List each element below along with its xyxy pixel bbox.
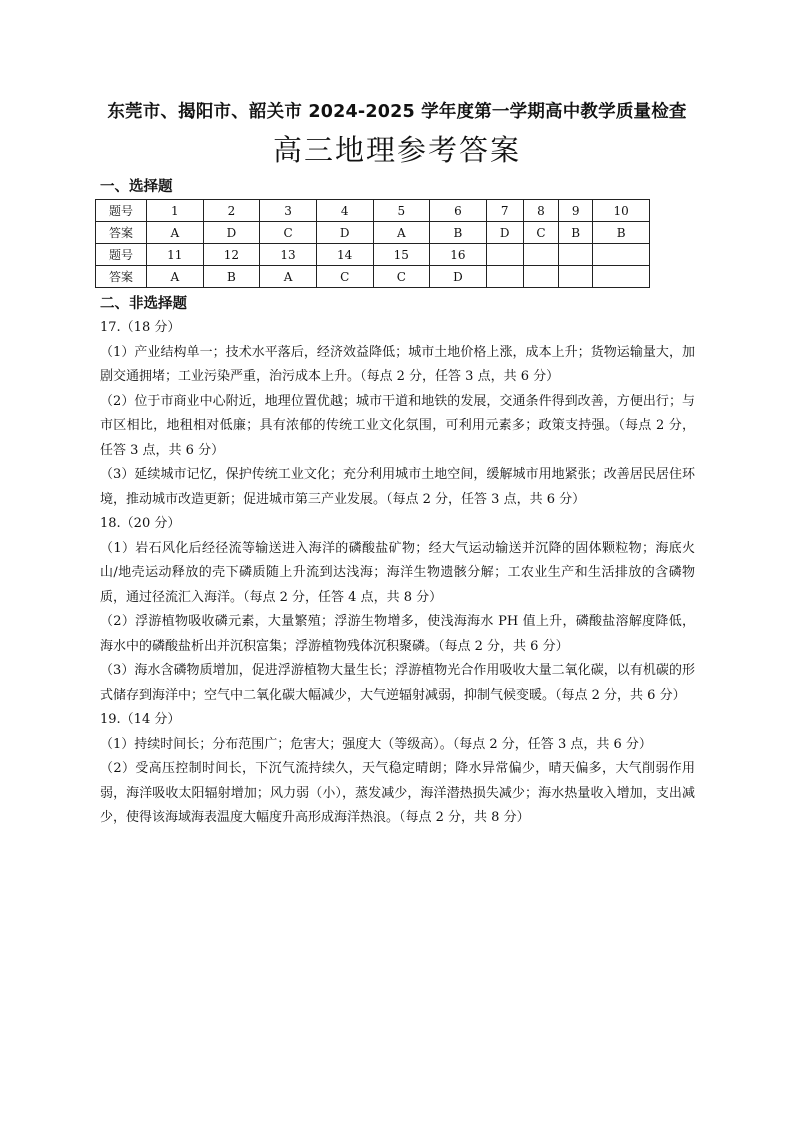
table-cell: B — [203, 266, 260, 288]
row-label: 答案 — [96, 222, 147, 244]
exam-title: 东莞市、揭阳市、韶关市 2024-2025 学年度第一学期高中教学质量检查 — [107, 102, 687, 122]
table-cell — [559, 266, 593, 288]
table-cell: D — [203, 222, 260, 244]
table-cell: C — [316, 266, 373, 288]
section-heading-choice: 一、选择题 — [100, 179, 173, 195]
table-cell — [486, 244, 523, 266]
table-cell — [486, 266, 523, 288]
table-cell: 14 — [316, 244, 373, 266]
table-row — [96, 222, 650, 244]
table-cell: 12 — [203, 244, 260, 266]
table-cell — [593, 266, 650, 288]
table-row — [96, 200, 650, 222]
table-cell: A — [260, 266, 317, 288]
q19-answer-2: （2）受高压控制时间长，下沉气流持续久，天气稳定晴朗；降水异常偏少，晴天偏多，大气削弱作用弱，海洋吸收太阳辐射增加；风力弱（小），蒸发减少，海洋潜热损失减少；海水热量收入增加，支出减少，使得该海域海表温度大幅度升高形成海洋热浪。（每点 2 分，共 8 分） — [100, 761, 695, 825]
table-cell: 5 — [373, 200, 430, 222]
document-title: 高三地理参考答案 — [272, 133, 521, 167]
table-cell: 15 — [373, 244, 430, 266]
table-cell: 8 — [523, 200, 558, 222]
table-cell: 13 — [260, 244, 317, 266]
table-cell: D — [430, 266, 487, 288]
question-18-header: 18.（20 分） — [100, 516, 181, 531]
table-cell: 10 — [593, 200, 650, 222]
q17-answer-3: （3）延续城市记忆，保护传统工业文化；充分利用城市土地空间，缓解城市用地紧张；改善居民居住环境，推动城市改造更新；促进城市第三产业发展。（每点 2 分，任答 3 点，共 6 分） — [100, 467, 695, 507]
table-cell — [523, 244, 558, 266]
q17-answer-1: （1）产业结构单一；技术水平落后，经济效益降低；城市土地价格上涨，成本上升；货物运输量大，加剧交通拥堵；工业污染严重，治污成本上升。（每点 2 分，任答 3 点，共 6 分） — [100, 344, 695, 384]
table-cell: A — [373, 222, 430, 244]
table-cell: 4 — [316, 200, 373, 222]
table-cell — [559, 244, 593, 266]
table-cell — [523, 266, 558, 288]
table-cell: D — [316, 222, 373, 244]
answer-table — [95, 199, 650, 288]
row-label: 题号 — [96, 200, 147, 222]
q18-answer-2: （2）浮游植物吸收磷元素，大量繁殖；浮游生物增多，使浅海海水 PH 值上升，磷酸盐溶解度降低，海水中的磷酸盐析出并沉积富集；浮游植物残体沉积聚磷。（每点 2 分，共 6 分） — [100, 614, 695, 654]
table-cell: B — [559, 222, 593, 244]
q19-answer-1: （1）持续时间长；分布范围广；危害大；强度大（等级高）。（每点 2 分，任答 3 点，共 6 分） — [100, 736, 652, 752]
table-cell: 6 — [430, 200, 487, 222]
question-19-header: 19.（14 分） — [100, 712, 181, 727]
q18-answer-1: （1）岩石风化后经径流等输送进入海洋的磷酸盐矿物；经大气运动输送并沉降的固体颗粒物；海底火山/地壳运动释放的壳下磷质随上升流到达浅海；海洋生物遗骸分解；工农业生产和生活排放的含磷物质，通过径流汇入海洋。（每点 2 分，任答 4 点，共 8 分） — [100, 540, 695, 605]
table-row — [96, 244, 650, 266]
table-cell: 3 — [260, 200, 317, 222]
q18-answer-3: （3）海水含磷物质增加，促进浮游植物大量生长；浮游植物光合作用吸收大量二氧化碳，以有机碳的形式储存到海洋中；空气中二氧化碳大幅减少，大气逆辐射减弱，抑制气候变暖。（每点 2 分，共 6 分） — [100, 663, 695, 703]
table-row — [96, 266, 650, 288]
table-cell: 1 — [147, 200, 204, 222]
table-cell: C — [373, 266, 430, 288]
table-cell: 7 — [486, 200, 523, 222]
question-17-header: 17.（18 分） — [100, 320, 181, 335]
q17-answer-2: （2）位于市商业中心附近，地理位置优越；城市干道和地铁的发展，交通条件得到改善，方便出行；与市区相比，地租相对低廉；具有浓郁的传统工业文化氛围，可利用元素多；政策支持强。（每点 2 分，任答 3 点，共 6 分） — [100, 393, 695, 458]
table-cell: 9 — [559, 200, 593, 222]
table-cell: C — [523, 222, 558, 244]
table-cell: D — [486, 222, 523, 244]
table-cell: A — [147, 266, 204, 288]
table-cell: 11 — [147, 244, 204, 266]
table-cell: B — [593, 222, 650, 244]
table-cell: 2 — [203, 200, 260, 222]
section-heading-nonchoice: 二、非选择题 — [100, 296, 187, 312]
row-label: 题号 — [96, 244, 147, 266]
row-label: 答案 — [96, 266, 147, 288]
table-cell: C — [260, 222, 317, 244]
table-cell: B — [430, 222, 487, 244]
answer-body — [100, 316, 695, 831]
table-cell — [593, 244, 650, 266]
table-cell: 16 — [430, 244, 487, 266]
table-cell: A — [147, 222, 204, 244]
